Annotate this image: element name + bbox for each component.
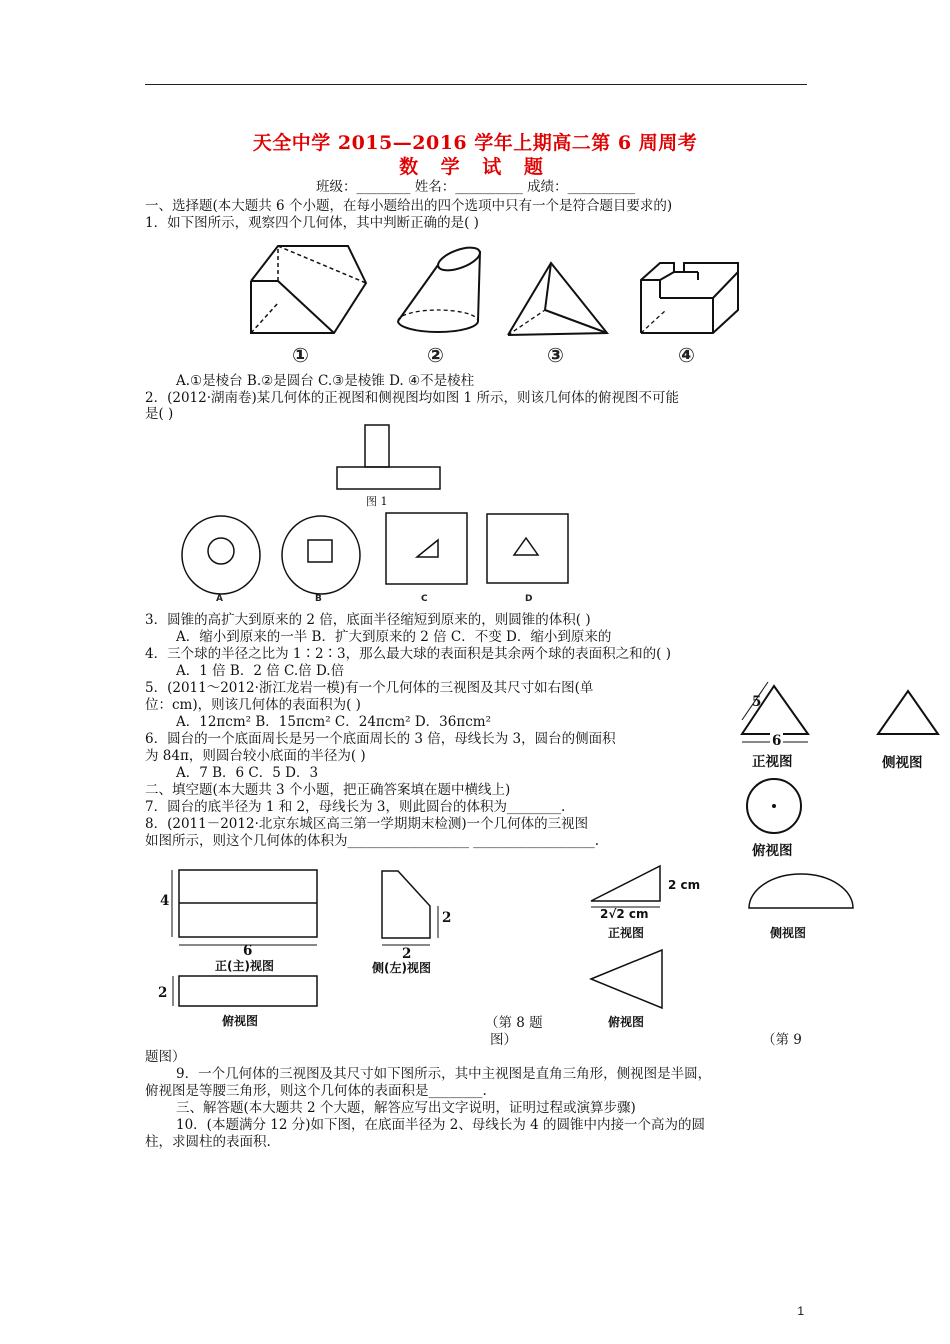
question-5-line1: 5．(2011～2012·浙江龙岩一模)有一个几何体的三视图及其尺寸如右图(单 <box>145 680 594 696</box>
q8-side-view <box>378 868 448 953</box>
q5-dim-slant: 5 <box>752 694 762 710</box>
q5-dim-base: 6 <box>772 733 782 749</box>
q8-caption-b: 图） <box>490 1032 517 1048</box>
q8-dim-h2: 2 <box>442 910 452 926</box>
q9-side-view <box>747 872 857 912</box>
q6-options: A．7 B．6 C．5 D．3 <box>176 765 319 781</box>
q9-front-label: 正视图 <box>608 926 645 940</box>
q8-top-view <box>165 972 325 1012</box>
q9-side-label: 侧视图 <box>770 926 807 940</box>
q1-label-2: ② <box>427 343 444 367</box>
question-4: 4．三个球的半径之比为 1∶2∶3，那么最大球的表面积是其余两个球的表面积之和的( ) <box>145 646 671 662</box>
q2-figure-1 <box>336 424 444 492</box>
question-2-line1: 2．(2012·湖南卷)某几何体的正视图和侧视图均如图 1 所示，则该几何体的俯视图不可能 <box>145 390 679 406</box>
q5-top-label: 俯视图 <box>752 843 793 859</box>
q1-solid-3 <box>505 260 610 338</box>
q9-dim-width: 2√2 cm <box>600 907 649 921</box>
q9-caption-a: （第 9 <box>762 1032 802 1048</box>
section1-heading: 一、选择题(本大题共 6 个小题，在每小题给出的四个选项中只有一个是符合题目要求的) <box>145 198 673 214</box>
q2-option-a-letter: A <box>216 594 223 604</box>
q2-option-b-figure <box>280 514 362 596</box>
question-6-line2: 为 84π，则圆台较小底面的半径为( ) <box>145 748 366 764</box>
section3-heading: 三、解答题(本大题共 2 个大题，解答应写出文字说明，证明过程或演算步骤) <box>176 1100 636 1116</box>
q1-solid-4 <box>638 258 740 336</box>
question-3: 3．圆锥的高扩大到原来的 2 倍，底面半径缩短到原来的，则圆锥的体积( ) <box>145 612 591 628</box>
top-rule <box>145 84 807 85</box>
q8-side-label: 侧(左)视图 <box>372 961 431 975</box>
q1-label-4: ④ <box>678 343 695 367</box>
q1-label-1: ① <box>292 343 309 367</box>
q9-top-label: 俯视图 <box>608 1015 645 1029</box>
question-5-line2: 位：cm)，则该几何体的表面积为( ) <box>145 697 361 713</box>
question-8-line2: 如图所示，则这个几何体的体积为__________________ __________________. <box>145 833 600 849</box>
q8-dim-h4: 4 <box>160 893 170 909</box>
question-10-line1: 10．(本题满分 12 分)如下图，在底面半径为 2、母线长为 4 的圆锥中内接一个高为的圆 <box>176 1117 706 1133</box>
q2-option-d-figure <box>486 513 570 585</box>
q9-caption-b: 题图） <box>145 1049 186 1065</box>
q5-front-label: 正视图 <box>752 754 793 770</box>
question-7: 7．圆台的底半径为 1 和 2，母线长为 3，则此圆台的体积为________. <box>145 799 566 815</box>
question-6-line1: 6．圆台的一个底面周长是另一个底面周长的 3 倍，母线长为 3，圆台的侧面积 <box>145 731 616 747</box>
q8-dim-top2: 2 <box>158 985 168 1001</box>
q9-top-view <box>588 947 668 1012</box>
q5-top-view <box>745 777 805 837</box>
q4-options: A．1 倍 B．2 倍 C.倍 D.倍 <box>176 663 345 679</box>
q2-option-d-letter: D <box>525 594 533 604</box>
q5-side-label: 侧视图 <box>882 755 923 771</box>
q2-figure-caption: 图 1 <box>366 495 388 508</box>
q8-front-view <box>155 865 325 960</box>
q8-top-label: 俯视图 <box>222 1014 259 1028</box>
q1-options: A.①是棱台 B.②是圆台 C.③是棱锥 D. ④不是棱柱 <box>176 373 475 389</box>
question-9-line1: 9．一个几何体的三视图及其尺寸如下图所示，其中主视图是直角三角形，侧视图是半圆， <box>176 1066 712 1082</box>
q8-dim-w6: 6 <box>243 943 253 959</box>
student-info-line: 班级：________ 姓名：__________ 成绩：__________ <box>316 179 636 195</box>
question-10-line2: 柱，求圆柱的表面积. <box>145 1134 271 1150</box>
page-number: 1 <box>797 1304 804 1318</box>
question-9-line2: 俯视图是等腰三角形，则这个几何体的表面积是________. <box>145 1083 487 1099</box>
q9-front-view <box>588 863 668 908</box>
q9-dim-height: 2 cm <box>668 878 701 892</box>
q3-options: A．缩小到原来的一半 B．扩大到原来的 2 倍 C．不变 D．缩小到原来的 <box>176 629 612 645</box>
q1-label-3: ③ <box>547 343 564 367</box>
q2-option-b-letter: B <box>315 594 322 604</box>
q5-side-view <box>876 688 940 738</box>
page-title: 天全中学 2015—2016 学年上期高二第 6 周周考 <box>252 132 698 154</box>
question-1: 1．如下图所示，观察四个几何体，其中判断正确的是( ) <box>145 215 479 231</box>
q2-option-a-figure <box>180 514 262 596</box>
page-subtitle: 数 学 试 题 <box>399 156 551 178</box>
q8-front-label: 正(主)视图 <box>215 959 274 973</box>
q1-solid-2 <box>395 243 485 338</box>
q5-options: A．12πcm² B．15πcm² C．24πcm² D．36πcm² <box>176 714 491 730</box>
question-2-line2: 是( ) <box>145 406 174 422</box>
q2-option-c-letter: C <box>421 594 428 604</box>
q1-solid-1 <box>248 243 368 343</box>
question-8-line1: 8．(2011－2012·北京东城区高三第一学期期末检测)一个几何体的三视图 <box>145 816 589 832</box>
section2-heading: 二、填空题(本大题共 3 个小题，把正确答案填在题中横线上) <box>145 782 511 798</box>
q8-dim-w2: 2 <box>402 946 412 962</box>
q2-option-c-figure <box>385 512 469 586</box>
q8-caption-a: （第 8 题 <box>485 1015 543 1031</box>
